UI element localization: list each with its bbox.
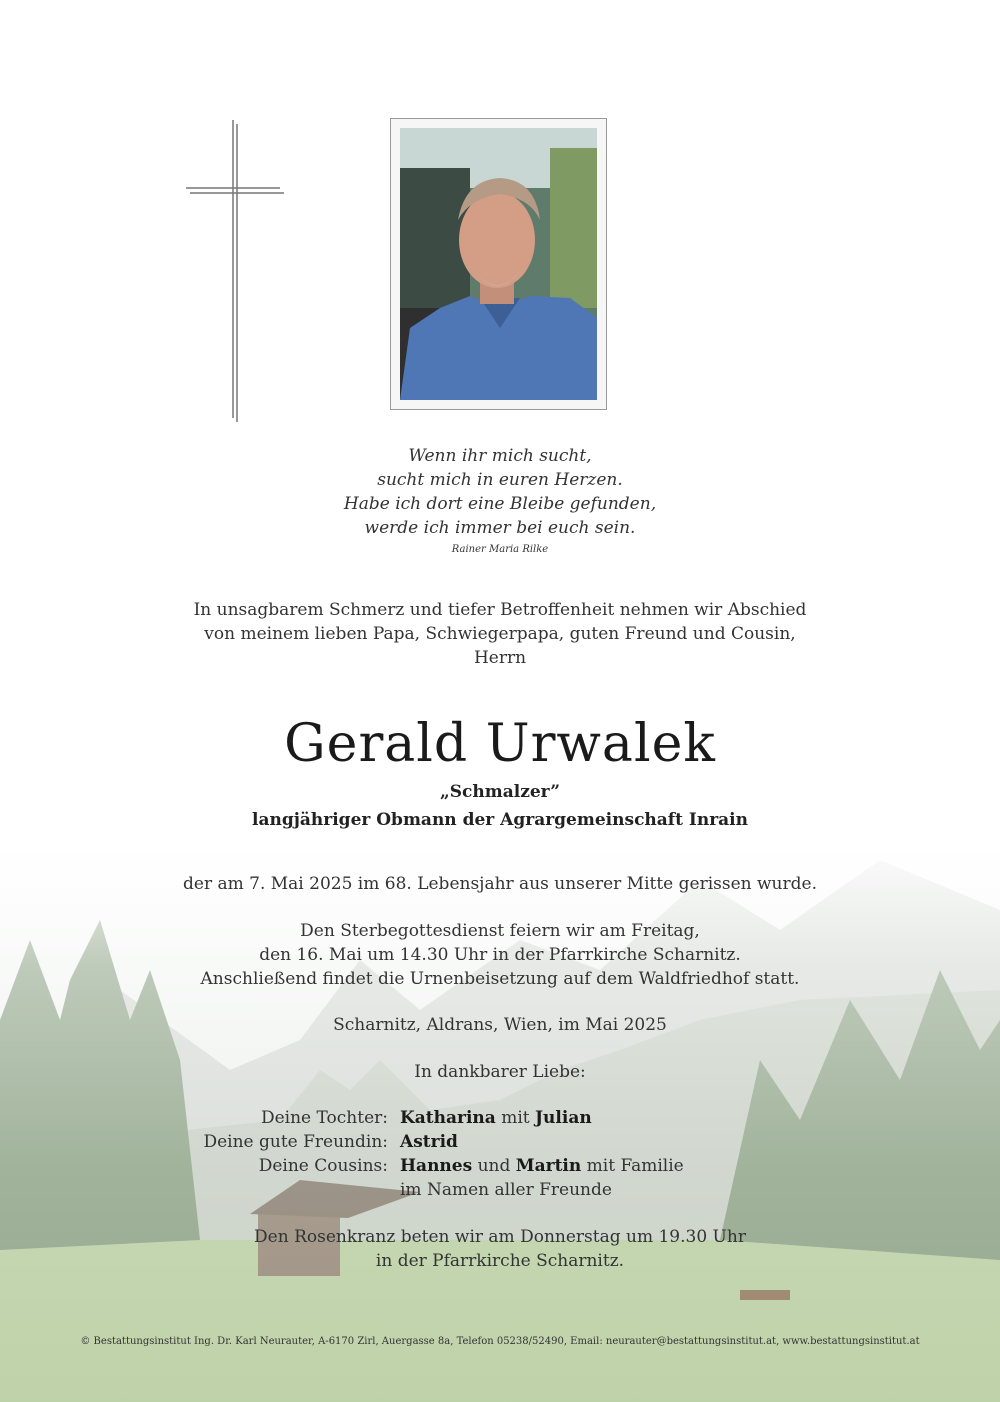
footer-credit: © Bestattungsinstitut Ing. Dr. Karl Neurauter, A-6170 Zirl, Auergasse 8a, Telefon 05238/52490, Email: neurauter@bestattungsinstitut.at, www.bestattungsinstitut.at — [80, 1336, 920, 1347]
deceased-nickname: „Schmalzer” — [439, 782, 561, 802]
survivor-row — [0, 1130, 1000, 1154]
cross-icon — [186, 120, 286, 422]
gratitude-heading: In dankbarer Liebe: — [414, 1062, 586, 1082]
service-line: den 16. Mai um 14.30 Uhr in der Pfarrkirche Scharnitz. — [259, 945, 741, 965]
intro-text — [0, 598, 1000, 670]
death-notice: der am 7. Mai 2025 im 68. Lebensjahr aus unserer Mitte gerissen wurde. — [183, 874, 817, 894]
survivor-names: Astrid — [400, 1132, 458, 1152]
service-line: Anschließend findet die Urnenbeisetzung auf dem Waldfriedhof statt. — [200, 969, 800, 989]
rosary-details — [0, 1225, 1000, 1273]
service-details — [0, 919, 1000, 991]
poem-line: Wenn ihr mich sucht, — [408, 446, 592, 466]
poem-line: sucht mich in euren Herzen. — [377, 470, 623, 490]
survivor-label: Deine Cousins: — [258, 1156, 388, 1176]
portrait-photo — [400, 128, 597, 400]
survivor-row — [0, 1106, 1000, 1130]
survivor-label: Deine gute Freundin: — [203, 1132, 388, 1152]
poem-line: Habe ich dort eine Bleibe gefunden, — [343, 494, 657, 514]
deceased-role: langjähriger Obmann der Agrargemeinschaft Inrain — [252, 810, 748, 830]
survivor-names: im Namen aller Freunde — [400, 1180, 612, 1200]
survivor-names: Katharina mit Julian — [400, 1108, 592, 1128]
poem — [0, 444, 1000, 558]
rosary-line: in der Pfarrkirche Scharnitz. — [375, 1251, 625, 1271]
poem-line: werde ich immer bei euch sein. — [364, 518, 636, 538]
survivor-label: Deine Tochter: — [260, 1108, 388, 1128]
survivor-label — [0, 1178, 400, 1202]
place-date: Scharnitz, Aldrans, Wien, im Mai 2025 — [333, 1015, 667, 1035]
poem-author: Rainer Maria Rilke — [451, 544, 549, 555]
intro-line: Herrn — [473, 648, 527, 668]
survivors-list — [0, 1106, 1000, 1202]
intro-line: In unsagbarem Schmerz und tiefer Betroffenheit nehmen wir Abschied — [193, 600, 807, 620]
intro-line: von meinem lieben Papa, Schwiegerpapa, guten Freund und Cousin, — [204, 624, 796, 644]
portrait-frame — [390, 118, 607, 410]
survivor-row — [0, 1178, 1000, 1202]
deceased-name: Gerald Urwalek — [284, 714, 716, 774]
survivor-row — [0, 1154, 1000, 1178]
survivor-names: Hannes und Martin mit Familie — [400, 1156, 684, 1176]
service-line: Den Sterbegottesdienst feiern wir am Freitag, — [300, 921, 700, 941]
rosary-line: Den Rosenkranz beten wir am Donnerstag um 19.30 Uhr — [254, 1227, 746, 1247]
